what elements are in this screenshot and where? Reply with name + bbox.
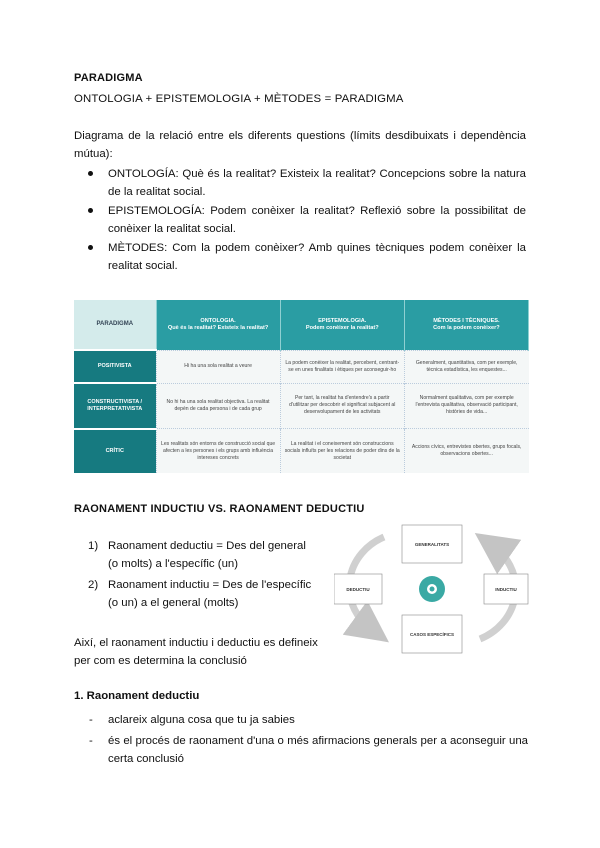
column-header-ontologia: ONTOLOGIA. Què és la realitat? Existeix la realitat? — [156, 300, 280, 350]
bullet-icon — [88, 171, 93, 176]
list-item: - és el procés de raonament d'una o més afirmacions generals per a aconseguir una certa conclusió — [89, 735, 528, 765]
intro-paragraph: Diagrama de la relació entre els diferents questions (límits desdibuixats i dependència mútua): — [74, 130, 526, 160]
table-cell: Normalment qualitativa, com per exemple l'entrevista qualitativa, observació participant, històries de vida... — [404, 383, 528, 428]
list-item: EPISTEMOLOGÍA: Podem conèixer la realitat? Reflexió sobre la possibilitat de conèixer la realitat social. — [88, 202, 526, 238]
list-item: ONTOLOGÍA: Què és la realitat? Existeix la realitat? Concepcions sobre la natura de la realitat social. — [88, 165, 526, 201]
row-header: CONSTRUCTIVISTA / INTERPRETATIVISTA — [74, 383, 156, 428]
list-item: 2) Raonament inductiu = Des de l'específic (o un) a el general (molts) — [88, 579, 312, 609]
table-row — [74, 350, 529, 383]
list-item: MÈTODES: Com la podem conèixer? Amb quines tècniques podem conèixer la realitat social. — [88, 239, 526, 275]
bullet-icon — [88, 208, 93, 213]
concept-bullet-list — [88, 165, 526, 276]
table-cell: Les realitats són entorns de construcció social que afecten a les persones i els grups amb influència intereses concrets — [156, 429, 280, 474]
right-label: INDUCTIU — [495, 587, 517, 592]
section-title-reasoning: RAONAMENT INDUCTIU VS. RAONAMENT DEDUCTIU — [74, 503, 365, 515]
column-header-epistemologia: EPISTEMOLOGIA. Podem conèixer la realitat? — [280, 300, 404, 350]
section-title-deductive: 1. Raonament deductiu — [74, 690, 200, 702]
table-header-row — [74, 300, 529, 350]
table-row — [74, 383, 529, 428]
top-label: GENERALITATS — [414, 542, 450, 547]
column-header-metodes: MÈTODES I TÈCNIQUES. Com la podem conèixer? — [404, 300, 528, 350]
table-corner: PARADIGMA — [74, 300, 156, 350]
table-cell: No hi ha una sola realitat objectiva. La realitat depèn de cada persona i de cada grup — [156, 383, 280, 428]
list-item: 1) Raonament deductiu = Des del general (o molts) a l'específic (un) — [88, 540, 306, 570]
row-header: POSITIVISTA — [74, 350, 156, 383]
table-cell: Accions cívics, entrevistes obertes, grups focals, observacions obertes... — [404, 429, 528, 474]
bottom-label: CASOS ESPECÍFICS — [409, 632, 455, 637]
table-cell: Hi ha una sola realitat a veure — [156, 350, 280, 383]
conclusion-paragraph: Així, el raonament inductiu i deductiu es defineix per com es determina la conclusió — [74, 637, 318, 667]
table-row — [74, 429, 529, 474]
table-cell: Per tant, la realitat ha d'entendre's a partir d'utilitzar per descobrir el significat subjacent al desenvolupament de les activitats — [280, 383, 404, 428]
reasoning-cycle-diagram — [334, 515, 530, 661]
table-cell: La podem conèixer la realitat, percebent, centrant-se en unes finalitats i ètiques per aconseguir-ho — [280, 350, 404, 383]
formula-line: ONTOLOGIA + EPISTEMOLOGIA + MÈTODES = PARADIGMA — [74, 93, 404, 105]
reasoning-numbered-list — [88, 537, 316, 615]
table-cell: La realitat i el coneixement són construccions socials influïts per les relacions de poder dins de la societat — [280, 429, 404, 474]
left-label: DEDUCTIU — [346, 587, 370, 592]
paradigm-table — [74, 300, 529, 473]
deductive-dash-list — [88, 711, 528, 771]
list-item: - aclareix alguna cosa que tu ja sabies — [89, 714, 295, 726]
row-header: CRÍTIC — [74, 429, 156, 474]
bullet-icon — [88, 245, 93, 250]
page-title: PARADIGMA — [74, 72, 143, 84]
table-cell: Generalment, quantitativa, com per exemple, tècnica estadística, les enquestes... — [404, 350, 528, 383]
